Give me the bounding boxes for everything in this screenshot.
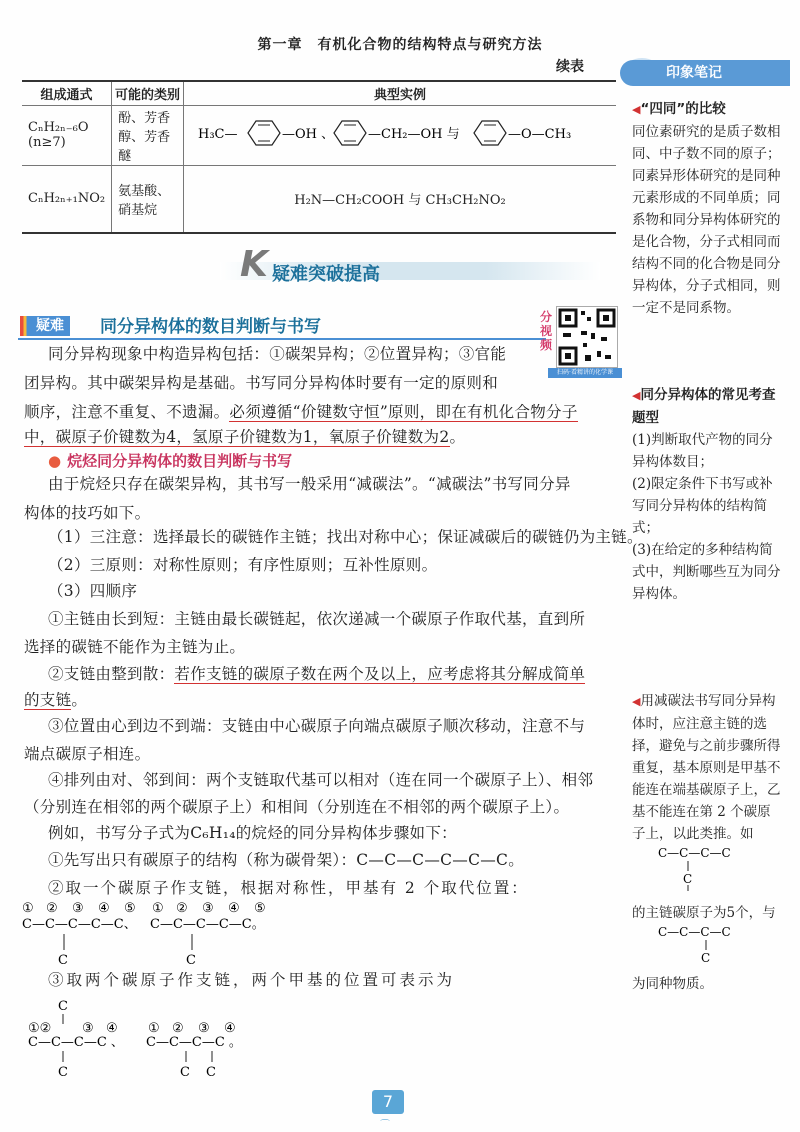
margin-note-item: (3)在给定的多种结构简式中，判断哪些互为同分异构体。	[632, 542, 781, 602]
paragraph: ①主链由长到短：主链由最长碳链起，依次递减一个碳原子作取代基，直到所	[48, 610, 586, 628]
table-header: 可能的类别	[112, 81, 184, 105]
svg-text:C: C	[683, 872, 693, 886]
methyl-position-diagram	[18, 900, 318, 970]
underlined-text: 必须遵循“价键数守恒”原则，即在有机化合物分子	[229, 403, 578, 421]
margin-note-item: (2)限定条件下书写或补写同分异构体的结构简式；	[632, 476, 773, 536]
table-cell-category: 氨基酸、硝基烷	[112, 165, 184, 233]
svg-text:①: ①	[148, 1021, 160, 1036]
svg-text:C—C—C—C—C。: C—C—C—C—C。	[150, 917, 265, 932]
table-row	[22, 165, 616, 233]
margin-note-item: (1)判断取代产物的同分异构体数目；	[632, 432, 773, 470]
table-cell-example	[184, 105, 617, 165]
margin-note-carbon-reduction	[632, 690, 782, 995]
triangle-marker-icon: ◀	[632, 103, 641, 116]
margin-note-question-types	[632, 384, 782, 605]
formula-table	[22, 80, 616, 234]
paragraph: 团异构。其中碳架异构是基础。书写同分异构体时要有一定的原则和	[24, 374, 499, 392]
paragraph: ②取一个碳原子作支链，根据对称性，甲基有 2 个取代位置：	[48, 879, 529, 897]
paragraph: ③取两个碳原子作支链，两个甲基的位置可表示为	[48, 971, 456, 989]
svg-text:②: ②	[176, 901, 188, 916]
triangle-marker-icon: ◀	[632, 695, 641, 708]
paragraph: 选择的碳链不能作为主链为止。	[24, 638, 246, 656]
svg-text:C: C	[58, 1065, 68, 1080]
table-cell-category: 酚、芳香醇、芳香醚	[112, 105, 184, 165]
svg-text:③: ③	[82, 1021, 94, 1036]
notes-banner: 印象笔记	[620, 60, 790, 86]
svg-text:①②: ①②	[28, 1021, 52, 1036]
paragraph: ④排列由对、邻到间：两个支链取代基可以相对（连在同一个碳原子上）、相邻	[48, 771, 594, 789]
paragraph: ③位置由心到边不到端：支链由中心碳原子向端点碳原子顺次移动，注意不与	[48, 717, 586, 735]
paragraph	[48, 660, 585, 689]
svg-text:C—C—C—C: C—C—C—C	[658, 846, 731, 860]
underlined-text: 的支链	[24, 691, 72, 709]
margin-note-text: 用减碳法书写同分异构体时，应注意主链的选择，避免与之前步骤所得重复，基本原则是甲基不能连在端基碳原子上，乙基不能连在第 2 个碳原子上，以此类推。如	[632, 693, 781, 842]
triangle-marker-icon: ◀	[632, 389, 641, 402]
svg-text:①: ①	[22, 901, 34, 916]
table-cell-formula: CₙH₂ₙ₊₁NO₂	[22, 165, 112, 233]
svg-text:C: C	[186, 953, 196, 968]
difficulty-title: 同分异构体的数目判断与书写	[100, 317, 321, 337]
chain-structure-diagram	[632, 845, 782, 895]
subheading	[48, 450, 292, 471]
svg-text:④: ④	[228, 901, 240, 916]
svg-text:C: C	[206, 1065, 216, 1080]
margin-note-four-same	[632, 98, 782, 319]
video-side-label: 分视频	[539, 310, 552, 352]
continued-label: 续表	[556, 59, 584, 75]
paragraph: 由于烷烃只存在碳架异构，其书写一般采用“减碳法”。“减碳法”书写同分异	[48, 475, 571, 493]
underlined-text: 若作支链的碳原子数在两个及以上，应考虑将其分解成简单	[174, 665, 586, 683]
svg-text:C: C	[701, 951, 711, 965]
svg-text:⑤: ⑤	[124, 901, 136, 916]
section-title: 疑难突破提高	[272, 264, 380, 285]
paragraph: 例如，书写分子式为C₆H₁₄的烷烃的同分异构体步骤如下：	[48, 824, 457, 842]
svg-text:—O—CH₃: —O—CH₃	[508, 127, 572, 142]
text-span: ②支链由整到散：	[48, 665, 175, 683]
table-header: 典型实例	[184, 81, 617, 105]
text-span: 。	[449, 428, 466, 446]
underlined-text: 中，碳原子价键数为4，氢原子价键数为1，氧原子价键数为2	[24, 428, 450, 446]
svg-text:①: ①	[152, 901, 164, 916]
paragraph: （分别连在相邻的两个碳原子上）和相间（分别连在不相邻的两个碳原子上）。	[24, 798, 570, 816]
text-span: 。	[71, 691, 88, 709]
svg-text:④: ④	[98, 901, 110, 916]
dimethyl-position-diagram	[26, 996, 286, 1086]
paragraph	[24, 686, 87, 715]
text-span: 顺序，注意不重复、不遗漏。	[24, 403, 230, 421]
difficulty-tag-label: 疑难	[30, 316, 70, 336]
svg-text:—CH₂—OH 与: —CH₂—OH 与	[368, 127, 460, 142]
margin-note-text: 为同种物质。	[632, 976, 713, 992]
svg-text:②: ②	[172, 1021, 184, 1036]
svg-text:⑤: ⑤	[254, 901, 266, 916]
phenol-structures-diagram	[190, 113, 610, 153]
paragraph: （3）四顺序	[48, 582, 138, 600]
margin-note-body: 同位素研究的是质子数相同、中子数不同的原子；同素异形体研究的是同种元素形成的不同单质；同系物和同分异构体研究的是化合物，分子式相同而结构不同的化合物是同分异构体，分子式相同，则一定不是同系物。	[632, 124, 781, 316]
svg-text:③: ③	[202, 901, 214, 916]
svg-text:C—C—C—C 。: C—C—C—C 。	[146, 1035, 242, 1050]
margin-note-title	[632, 98, 782, 121]
margin-note-body	[632, 690, 782, 845]
svg-text:C: C	[58, 953, 68, 968]
paragraph: （2）三原则：对称性原则；有序性原则；互补性原则。	[48, 556, 438, 574]
svg-text:C—C—C—C: C—C—C—C	[658, 925, 731, 939]
svg-text:③: ③	[72, 901, 84, 916]
table-header-row	[22, 81, 616, 105]
paragraph: （1）三注意：选择最长的碳链作主链；找出对称中心；保证减碳后的碳链仍为主链。	[48, 528, 643, 546]
svg-text:C—C—C—C 、: C—C—C—C 、	[28, 1035, 124, 1050]
svg-text:C: C	[58, 999, 68, 1014]
svg-text:—OH 、: —OH 、	[282, 127, 335, 142]
svg-text:C: C	[180, 1065, 190, 1080]
section-k-logo: K	[240, 244, 268, 285]
svg-text:③: ③	[198, 1021, 210, 1036]
paragraph: 构体的技巧如下。	[24, 504, 151, 522]
page-number: 7	[372, 1090, 404, 1114]
bird-ornament-icon: ⌒	[380, 1120, 390, 1131]
margin-note-title-text: “四同”的比较	[640, 101, 726, 117]
margin-note-title	[632, 384, 782, 429]
svg-text:H₃C—: H₃C—	[198, 127, 238, 142]
svg-text:C—C—C—C—C、: C—C—C—C—C、	[22, 917, 137, 932]
margin-note-title-text: 同分异构体的常见考查题型	[632, 387, 776, 426]
svg-text:④: ④	[106, 1021, 118, 1036]
table-header: 组成通式	[22, 81, 112, 105]
tag-color-bar	[20, 316, 30, 336]
bullet-icon: ●	[48, 452, 62, 470]
paragraph: ①先写出只有碳原子的结构（称为碳骨架）：C—C—C—C—C—C。	[48, 851, 525, 869]
svg-text:④: ④	[224, 1021, 236, 1036]
qr-caption: 扫码·看精讲的化学课	[548, 368, 622, 378]
chapter-header: 第一章 有机化合物的结构特点与研究方法	[257, 37, 543, 53]
paragraph: 同分异构现象中构造异构包括：①碳架异构；②位置异构；③官能	[48, 345, 507, 363]
margin-note-text: 的主链碳原子为5个，与	[632, 905, 776, 921]
subheading-text: 烷烃同分异构体的数目判断与书写	[67, 452, 293, 470]
qr-code-graphic	[557, 307, 617, 367]
qr-code[interactable]	[556, 306, 618, 368]
isomer-structure-diagram	[632, 924, 782, 966]
paragraph	[24, 423, 465, 452]
table-row	[22, 105, 616, 165]
table-cell-formula: CₙH₂ₙ₋₆O (n≥7)	[22, 105, 112, 165]
table-cell-example: H₂N—CH₂COOH 与 CH₃CH₂NO₂	[184, 165, 617, 233]
paragraph: 端点碳原子相连。	[24, 745, 151, 763]
svg-text:②: ②	[46, 901, 58, 916]
